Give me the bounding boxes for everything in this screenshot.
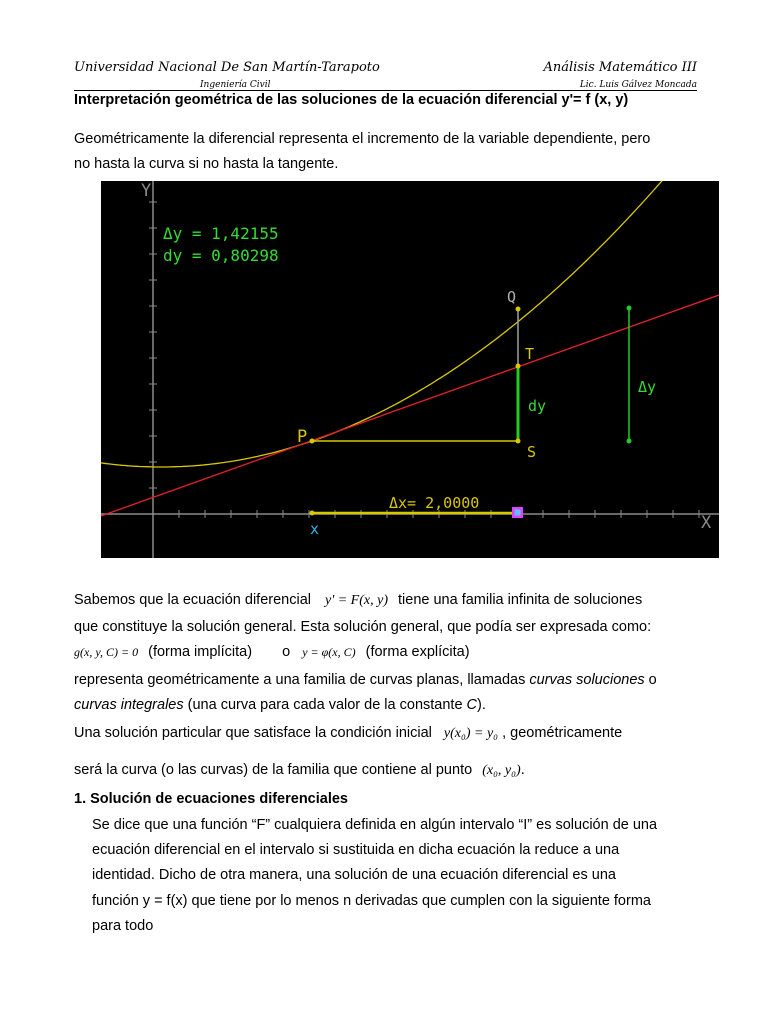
p2-text-d: . (520, 762, 525, 778)
p1-line-3 (74, 644, 470, 660)
p2-line-1 (74, 725, 622, 742)
delta-x-handle-inner (515, 510, 521, 516)
label-p: P (297, 427, 308, 447)
dy-readout: dy = 0,80298 (163, 246, 279, 265)
point-q-dot (516, 307, 521, 312)
initial-condition: y(x₀) = y₀ (443, 726, 499, 741)
delta-y-bottom-dot (627, 439, 632, 444)
intro-line-1: Geométricamente la diferencial representa el incremento de la variable dependiente, pero (74, 131, 651, 147)
figure-canvas (101, 181, 719, 558)
label-x: x (310, 520, 320, 538)
p1-line-2: que constituye la solución general. Esta solución general, que podía ser expresada como: (74, 619, 652, 635)
p1-text-b: tiene una familia infinita de soluciones (398, 592, 643, 608)
explicit-equation: y = φ(x, C) (302, 645, 356, 659)
label-q: Q (507, 288, 517, 306)
point-s-dot (516, 439, 521, 444)
axis-x-label: X (701, 513, 712, 533)
point-p-dot (310, 439, 315, 444)
section-1-line-5: para todo (92, 918, 154, 934)
axis-y-label: Y (141, 181, 152, 201)
label-dy: dy (528, 397, 547, 415)
initial-point: (x₀, y₀) (482, 763, 521, 778)
header-course: Análisis Matemático III (543, 60, 697, 75)
point-t-dot (516, 364, 521, 369)
p1-text-c: representa geométricamente a una familia de curvas planas, llamadas (74, 672, 526, 688)
p2-text-b: , geométricamente (502, 725, 623, 741)
p2-text-a: Una solución particular que satisface la condición inicial (74, 725, 432, 741)
delta-y-top-dot (627, 306, 632, 311)
p1-line-5 (74, 697, 486, 713)
section-1-line-1: Se dice que una función “F” cualquiera definida en algún intervalo “I” es solución de una (92, 817, 658, 833)
section-title: Interpretación geométrica de las soluciones de la ecuación diferencial y'= f (x, y) (74, 92, 629, 108)
p1-equation: y' = F(x, y) (325, 593, 388, 608)
section-1-line-3: identidad. Dicho de otra manera, una solución de una ecuación diferencial es una (92, 867, 616, 883)
intro-line-2: no hasta la curva si no hasta la tangente. (74, 156, 339, 172)
section-1-line-4: función y = f(x) que tiene por lo menos n derivadas que cumplen con la siguiente forma (92, 893, 651, 909)
label-t: T (525, 345, 535, 363)
constant-c: C (466, 697, 478, 713)
p2-line-2 (74, 762, 525, 779)
term-curvas-soluciones: curvas soluciones (529, 672, 645, 688)
explicit-label: (forma explícita) (365, 644, 470, 660)
p2-text-c: será la curva (o las curvas) de la familia que contiene al punto (74, 762, 473, 778)
p1-line-1 (74, 592, 642, 609)
delta-x-start-dot (310, 511, 315, 516)
section-1-line-2: ecuación diferencial en el intervalo si sustituida en dicha ecuación la reduce a una (92, 842, 620, 858)
section-1-heading: 1. Solución de ecuaciones diferenciales (74, 791, 348, 807)
header-university: Universidad Nacional De San Martín-Tarapoto (74, 60, 380, 75)
p1-text-d: o (648, 672, 657, 688)
p1-line-4 (74, 672, 657, 688)
p1-text-f: ). (477, 697, 486, 713)
delta-x-readout: Δx= 2,0000 (389, 494, 480, 512)
p1-text-e: (una curva para cada valor de la constante (187, 697, 463, 713)
header-author: Lic. Luis Gálvez Moncada (579, 80, 697, 90)
connector-o: o (282, 644, 291, 660)
p1-text-a: Sabemos que la ecuación diferencial (74, 592, 311, 608)
label-delta-y: Δy (638, 378, 657, 396)
tangent-line (101, 295, 719, 516)
label-s: S (527, 443, 537, 461)
term-curvas-integrales: curvas integrales (74, 697, 184, 713)
delta-y-readout: Δy = 1,42155 (163, 224, 279, 243)
header-career: Ingeniería Civil (200, 80, 271, 90)
differential-figure (101, 181, 719, 558)
implicit-equation: g(x, y, C) = 0 (74, 645, 139, 659)
header-rule (74, 90, 697, 91)
implicit-label: (forma implícita) (148, 644, 253, 660)
